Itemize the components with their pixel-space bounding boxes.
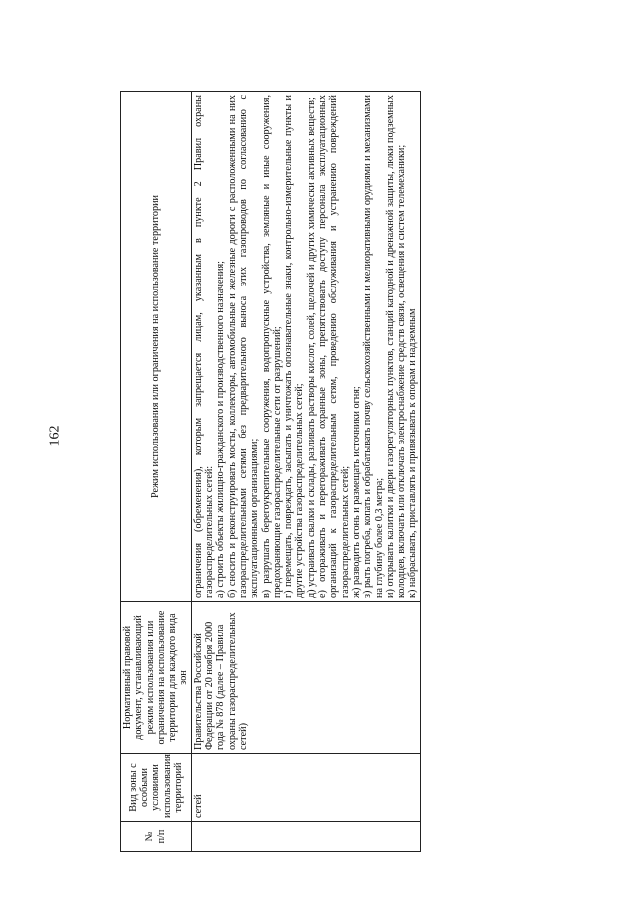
cell-legal-document: Правительства Российской Федерации от 20 ноября 2000 года № 878 (далее – Правила охраны газораспределительных сетей)	[191, 602, 420, 754]
regime-item: в) разрушать берегоукрепительные сооружения, водопропускные устройства, земляные и иные сооружения, предохраняющие газораспределительные сети от разрушений;	[260, 95, 283, 598]
table-row	[191, 92, 420, 852]
regime-item: з) рыть погреба, копать и обрабатывать почву сельскохозяйственными и мелиоративными орудиями и механизмами на глубину более 0,3 метра;	[362, 95, 385, 598]
header-zone-type: Вид зоны с особыми условиями использования территорий	[121, 754, 192, 822]
cell-zone-type: сетей	[191, 754, 420, 822]
header-number-text: № п/п	[143, 829, 167, 844]
cell-number	[191, 822, 420, 852]
header-number	[121, 822, 192, 852]
regime-item: а) строить объекты жилищно-гражданского и производственного назначения;	[215, 260, 227, 598]
zones-table	[120, 91, 421, 852]
header-regime: Режим использования или ограничения на использование территории	[121, 92, 192, 602]
header-legal-document: Нормативный правовой документ, устанавливающий режим использования или ограничения на использование территории для каждого вида зон	[121, 602, 192, 754]
regime-item: ж) разводить огонь и размещать источники огня;	[350, 386, 362, 598]
rotated-page	[120, 92, 520, 852]
page-number: 162	[47, 425, 63, 447]
cell-regime	[191, 92, 420, 602]
regime-item: б) сносить и реконструировать мосты, коллекторы, автомобильные и железные дороги с расположенными на них газораспределительными сетями без предварительного выноса этих газопроводов по согласованию с эксплуатационными организациями;	[226, 95, 261, 598]
regime-item: ограничения (обременения), которым запрещается лицам, указанным в пункте 2 Правил охраны газораспределительных сетей:	[192, 95, 216, 598]
regime-item: г) перемещать, повреждать, засыпать и уничтожать опознавательные знаки, контрольно-измерительные пункты и другие устройства газораспределительных сетей;	[283, 95, 306, 598]
regime-item: д) устраивать свалки и склады, разливать растворы кислот, солей, щелочей и других химически активных веществ;	[305, 97, 317, 598]
regime-item: к) набрасывать, приставлять и привязывать к опорам и надземным	[407, 308, 419, 598]
regime-list	[193, 95, 419, 598]
regime-item: и) открывать калитки и двери газорегуляторных пунктов, станций катодной и дренажной защиты, люки подземных колодцев, включать или отключать электроснабжение средств связи, освещения и систем телемеханики;	[384, 95, 408, 598]
table-header-row	[121, 92, 192, 852]
regime-item: е) огораживать и перегораживать охранные зоны, препятствовать доступу персонала эксплуатационных организаций к газораспределительным сетям, проведению обслуживания и устранению повреждений газораспределительных сетей;	[317, 95, 351, 598]
